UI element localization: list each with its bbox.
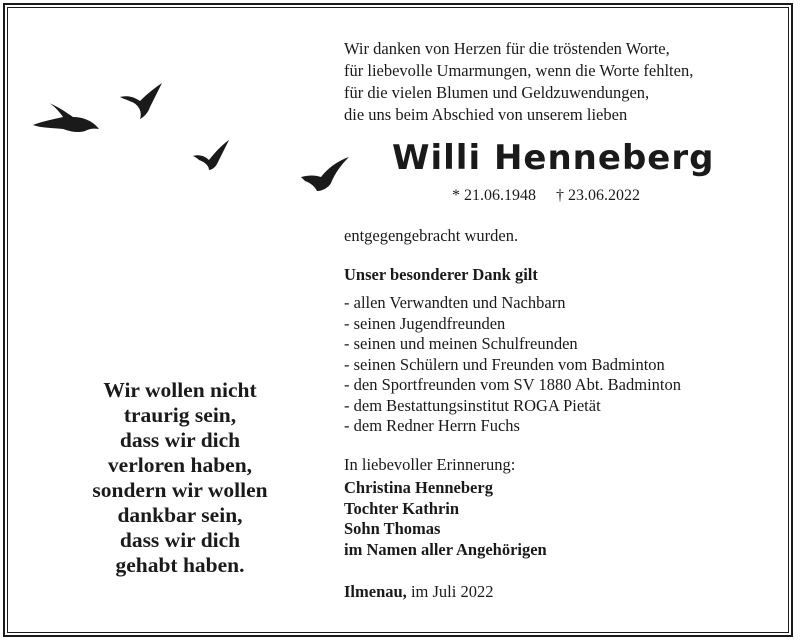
- list-item: - seinen Schülern und Freunden vom Badminton: [344, 354, 665, 374]
- list-item: - seinen und meinen Schulfreunden: [344, 334, 578, 353]
- memory-label: In liebevoller Erinnerung:: [344, 455, 516, 474]
- list-item: - seinen Jugendfreunden: [344, 313, 506, 333]
- signers: [344, 478, 547, 560]
- life-dates: [452, 187, 656, 205]
- list-item: - dem Redner Herrn Fuchs: [344, 416, 520, 435]
- signer-line: Sohn Thomas: [344, 519, 441, 538]
- intro-line: für liebevolle Umarmungen, wenn die Worte fehlten,: [344, 61, 694, 80]
- list-item: - dem Bestattungsinstitut ROGA Pietät: [344, 395, 601, 415]
- flying-bird-icon: [33, 103, 99, 132]
- poem-line: dass wir dich: [119, 428, 241, 452]
- deceased-name: Willi Henneberg: [392, 138, 715, 178]
- place-date: [344, 582, 493, 602]
- flying-bird-icon: [193, 140, 229, 170]
- birds-illustration: [25, 75, 365, 205]
- signer-line: Christina Henneberg: [344, 478, 493, 497]
- thanks-heading: Unser besonderer Dank gilt: [344, 265, 538, 284]
- signer-line: Tochter Kathrin: [344, 498, 460, 518]
- poem-line: sondern wir wollen: [92, 478, 268, 502]
- place: Ilmenau,: [344, 582, 407, 601]
- flying-bird-icon: [301, 157, 349, 191]
- death-date: † 23.06.2022: [556, 187, 640, 204]
- flying-bird-icon: [120, 83, 162, 119]
- poem-line: dankbar sein,: [117, 503, 243, 527]
- after-name-text: entgegengebracht wurden.: [344, 226, 519, 245]
- poem-line: Wir wollen nicht: [103, 378, 257, 402]
- poem-line: verloren haben,: [107, 453, 253, 477]
- intro-line: für die vielen Blumen und Geldzuwendungen,: [344, 83, 650, 102]
- thanks-list: [344, 293, 681, 437]
- intro-line: die uns beim Abschied von unserem lieben: [344, 105, 628, 124]
- poem-line: dass wir dich: [119, 528, 241, 552]
- intro-line: Wir danken von Herzen für die tröstenden Worte,: [344, 39, 670, 58]
- intro-text: [344, 38, 764, 126]
- birth-date: * 21.06.1948: [452, 187, 536, 204]
- poem-line: gehabt haben.: [115, 553, 245, 577]
- poem-line: traurig sein,: [123, 403, 237, 427]
- poem: [40, 378, 320, 578]
- list-item: - allen Verwandten und Nachbarn: [344, 293, 566, 312]
- date-text: im Juli 2022: [410, 582, 494, 601]
- list-item: - den Sportfreunden vom SV 1880 Abt. Badminton: [344, 375, 682, 394]
- signer-line: im Namen aller Angehörigen: [344, 539, 547, 559]
